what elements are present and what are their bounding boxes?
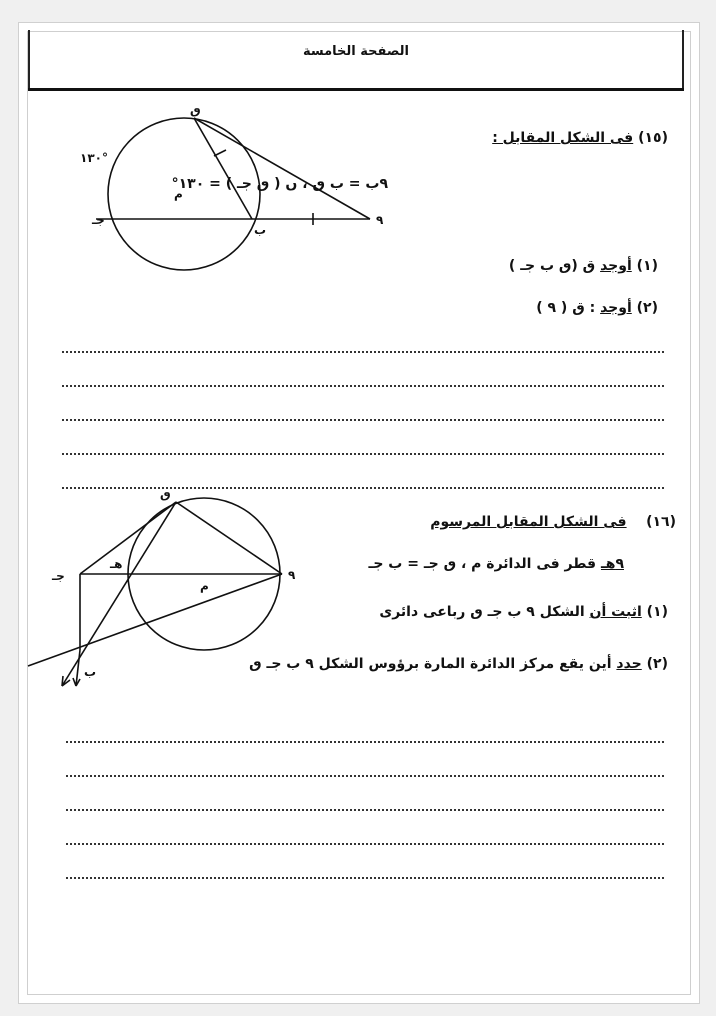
q16-number: (١٦)	[646, 514, 676, 530]
q15-label-d: ٯ	[190, 103, 201, 117]
q15-part1-text: ق (ٯ ب جـ )	[508, 258, 596, 274]
q16-line-ab-extended	[28, 574, 282, 666]
q16-label-a: ٩	[288, 568, 296, 582]
q16-part2-number: (٢)	[646, 656, 668, 672]
q15-part2-text: : ق ( ٩ )	[536, 300, 596, 316]
q16-line-da	[176, 502, 282, 574]
q16-label-h: هـ	[110, 557, 123, 571]
answer-line	[66, 877, 664, 879]
q15-label-a: ٩	[376, 213, 384, 227]
q15-part2-number: (٢)	[636, 300, 658, 316]
q16-part1-number: (١)	[646, 604, 668, 620]
q16-given-text: قطر فى الدائرة م ، ٯ جـ = ب جـ	[368, 556, 597, 572]
q16-given-diameter: ٩هـ	[600, 556, 624, 572]
q16-part2-text: أين يقع مركز الدائرة المارة برؤوس الشكل ٩ ب جـ ٯ	[249, 656, 612, 672]
q15-part1-verb: أوجد	[600, 258, 632, 274]
q16-part2-verb: حدد	[616, 656, 642, 672]
q15-label-j: جـ	[92, 213, 105, 227]
q15-label-b: ب	[254, 223, 267, 237]
page-title: الصفحة الخامسة	[302, 44, 410, 59]
q15-part2-verb: أوجد	[600, 300, 632, 316]
answer-line	[66, 775, 664, 777]
q16-part1-text: الشكل ٩ ب جـ ٯ رباعى دائرى	[379, 604, 585, 620]
q15-given: ٩ب = ب ٯ ، ں ( ٯ جـ ) = ١٣٠°	[171, 176, 388, 192]
q15-angle-label: ١٣٠°	[80, 151, 108, 165]
q15-heading: فى الشكل المقابل :	[492, 130, 634, 146]
q16-label-m: م	[200, 579, 209, 593]
q16-label-j: جـ	[52, 569, 65, 583]
answer-line	[66, 843, 664, 845]
answer-line	[66, 809, 664, 811]
q16-heading: فى الشكل المقابل المرسوم	[430, 514, 627, 530]
q16-label-b: ب	[84, 665, 97, 679]
q16-part1-verb: اثبت أن	[589, 604, 642, 620]
answer-line	[66, 741, 664, 743]
q15-label-m: م	[174, 187, 183, 201]
q15-number: (١٥)	[638, 130, 668, 146]
q16-label-d: ٯ	[160, 487, 171, 501]
q15-part1-number: (١)	[636, 258, 658, 274]
